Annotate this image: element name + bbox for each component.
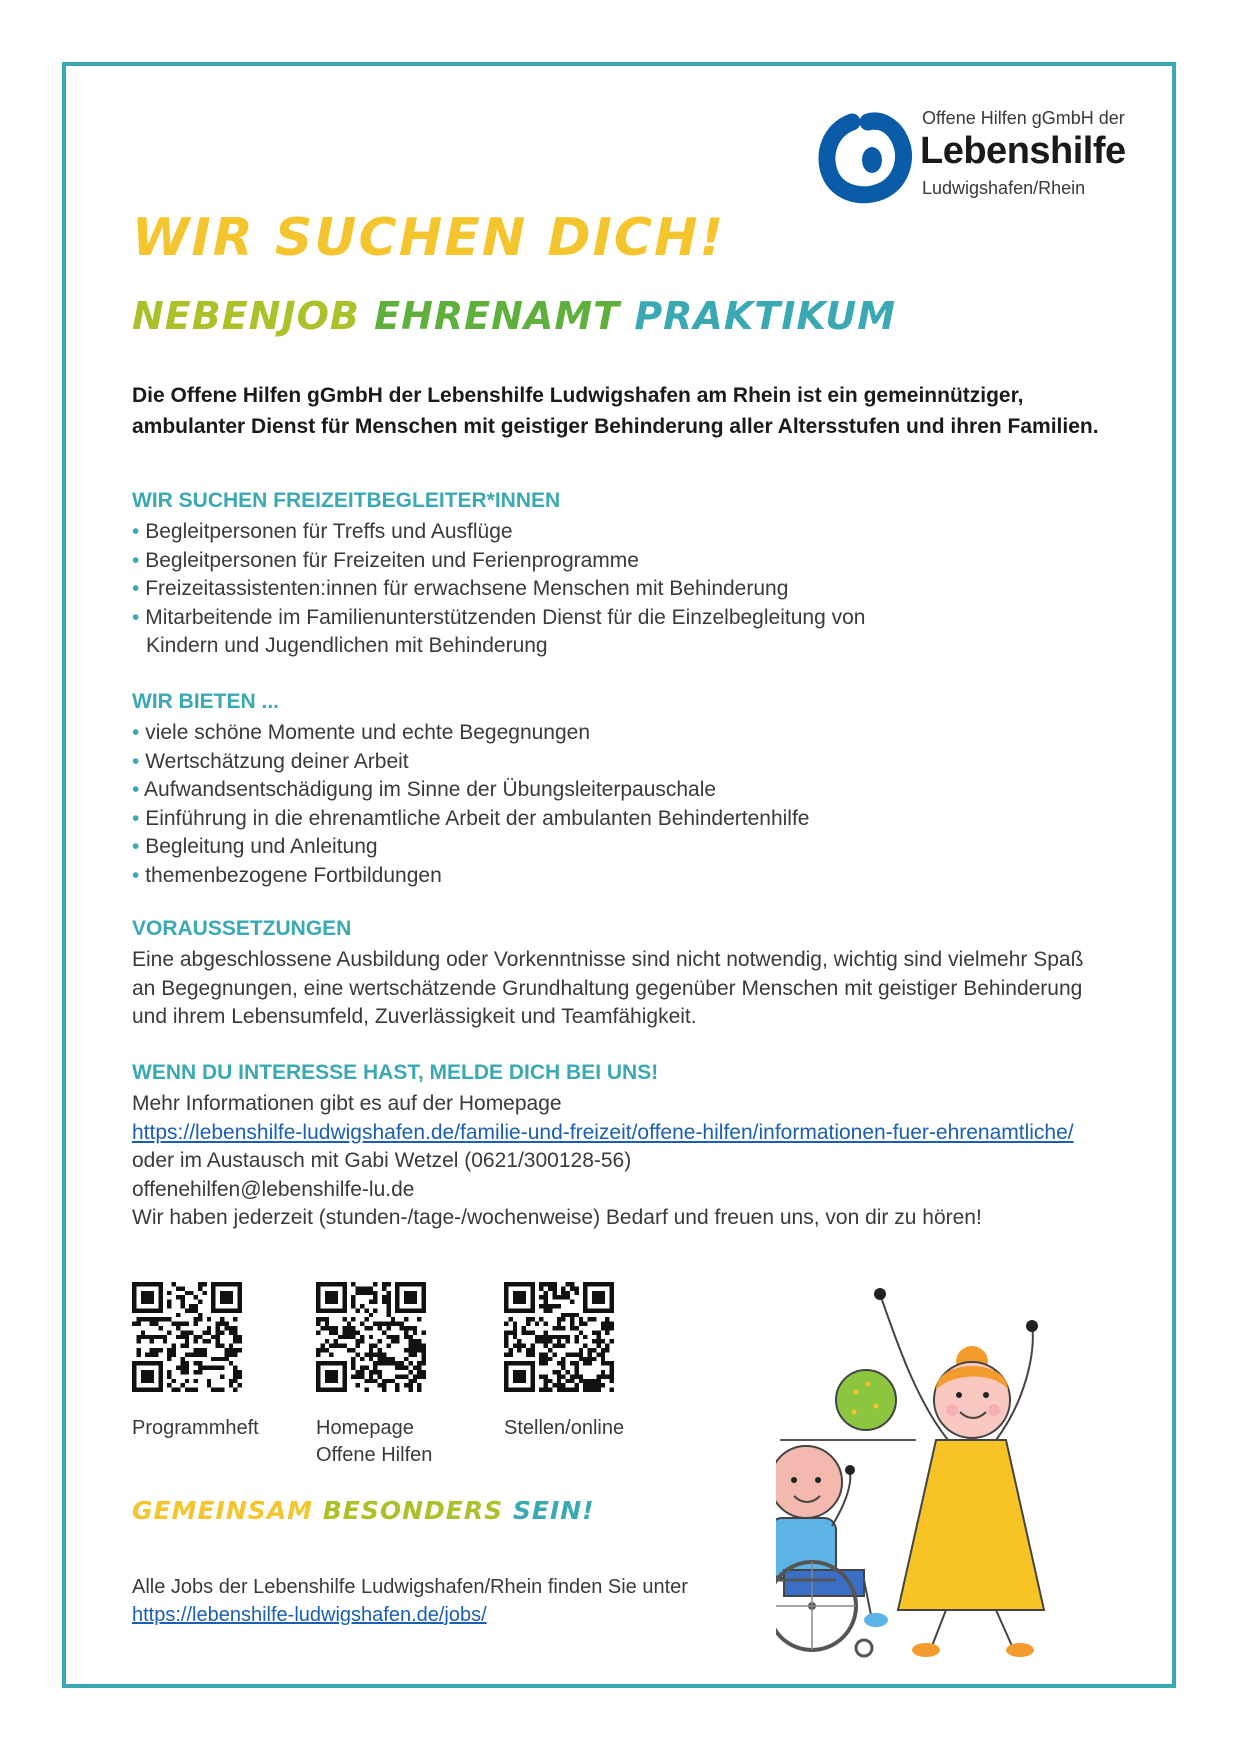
footer-text: Alle Jobs der Lebenshilfe Ludwigshafen/Rhein finden Sie unter bbox=[132, 1576, 688, 1598]
subline-praktikum: PRAKTIKUM bbox=[634, 294, 897, 338]
lebenshilfe-logo bbox=[814, 104, 1144, 204]
subline bbox=[132, 294, 896, 338]
section-text: Eine abgeschlossene Ausbildung oder Vorkenntnisse sind nicht notwendig, wichtig sind vielmehr Spaß an Begegnungen, eine wertschätzende Grundhaltung gegenüber Menschen mit geistiger Behinderung und ihrem Lebensumfeld, Zuverlässigkeit und Teamfähigkeit. bbox=[132, 948, 1084, 1028]
list-item: • Begleitpersonen für Treffs und Ausflüge bbox=[132, 520, 513, 543]
section-heading: WIR SUCHEN FREIZEITBEGLEITER*INNEN bbox=[132, 489, 561, 512]
bullet-list bbox=[132, 518, 1132, 661]
qr-caption: Programmheft bbox=[132, 1417, 259, 1439]
girl-figure bbox=[874, 1288, 1044, 1657]
footer bbox=[132, 1573, 688, 1629]
list-item: • Freizeitassistenten:innen für erwachsene Menschen mit Behinderung bbox=[132, 577, 789, 600]
section-heading: WENN DU INTERESSE HAST, MELDE DICH BEI UNS! bbox=[132, 1061, 659, 1084]
section-heading: WIR BIETEN ... bbox=[132, 690, 279, 713]
list-item: • Wertschätzung deiner Arbeit bbox=[132, 749, 409, 773]
section-kontakt bbox=[132, 1058, 1172, 1233]
qr-programmheft bbox=[132, 1282, 259, 1442]
bullet-list bbox=[132, 719, 1132, 890]
headline: WIR SUCHEN DICH! bbox=[132, 208, 726, 268]
list-item: • viele schöne Momente und echte Begegnungen bbox=[132, 721, 591, 744]
section-freizeitbegleiter bbox=[132, 486, 1132, 661]
list-item: • Einführung in die ehrenamtliche Arbeit der ambulanten Behindertenhilfe bbox=[132, 806, 810, 830]
list-item: • Aufwandsentschädigung im Sinne der Übungsleiterpauschale bbox=[132, 778, 717, 801]
list-item: • themenbezogene Fortbildungen bbox=[132, 863, 442, 887]
slogan bbox=[132, 1496, 595, 1525]
boy-in-wheelchair bbox=[776, 1446, 888, 1656]
contact-email[interactable]: offenehilfen@lebenshilfe-lu.de bbox=[132, 1177, 415, 1201]
section-voraussetzungen bbox=[132, 914, 1092, 1032]
logo-org-city: Ludwigshafen/Rhein bbox=[922, 178, 1086, 198]
qr-code-icon[interactable] bbox=[504, 1282, 614, 1392]
section-wir-bieten bbox=[132, 687, 1132, 890]
ball bbox=[836, 1370, 896, 1430]
info-link[interactable]: https://lebenshilfe-ludwigshafen.de/familie-und-freizeit/offene-hilfen/informationen-fuer-ehrenamtliche/ bbox=[132, 1120, 1074, 1144]
qr-caption: Homepage Offene Hilfen bbox=[316, 1417, 433, 1466]
contact-line-person: oder im Austausch mit Gabi Wetzel (0621/300128-56) bbox=[132, 1149, 632, 1172]
list-item: • Mitarbeitende im Familienunterstützenden Dienst für die Einzelbegleitung von Kindern und Jugendlichen mit Behinderung bbox=[132, 605, 866, 657]
qr-caption: Stellen/online bbox=[504, 1417, 625, 1439]
jobs-link[interactable]: https://lebenshilfe-ludwigshafen.de/jobs/ bbox=[132, 1604, 487, 1626]
intro-text: Die Offene Hilfen gGmbH der Lebenshilfe Ludwigshafen am Rhein ist ein gemeinnütziger, ambulanter Dienst für Menschen mit geistiger Behinderung aller Altersstufen und ihren Familien. bbox=[132, 384, 1099, 438]
section-heading: VORAUSSETZUNGEN bbox=[132, 917, 352, 940]
qr-homepage bbox=[316, 1282, 432, 1469]
contact-line-homepage: Mehr Informationen gibt es auf der Homepage bbox=[132, 1092, 562, 1115]
lebenshilfe-logo-icon bbox=[814, 104, 914, 204]
children-illustration bbox=[776, 1280, 1126, 1660]
subline-ehrenamt: EHRENAMT bbox=[374, 294, 621, 338]
list-item: • Begleitpersonen für Freizeiten und Ferienprogramme bbox=[132, 548, 639, 572]
slogan-part: GEMEINSAM bbox=[132, 1496, 314, 1525]
contact-line-closing: Wir haben jederzeit (stunden-/tage-/wochenweise) Bedarf und freuen uns, von dir zu hören! bbox=[132, 1206, 982, 1229]
logo-org-main: Lebenshilfe bbox=[920, 130, 1126, 172]
slogan-part: BESONDERS bbox=[322, 1496, 504, 1525]
qr-code-icon[interactable] bbox=[316, 1282, 426, 1392]
qr-stellen bbox=[504, 1282, 624, 1442]
list-item: • Begleitung und Anleitung bbox=[132, 835, 378, 858]
logo-org-top: Offene Hilfen gGmbH der bbox=[922, 108, 1125, 128]
subline-nebenjob: NEBENJOB bbox=[132, 294, 360, 338]
qr-code-icon[interactable] bbox=[132, 1282, 242, 1392]
slogan-part: SEIN! bbox=[512, 1496, 595, 1525]
